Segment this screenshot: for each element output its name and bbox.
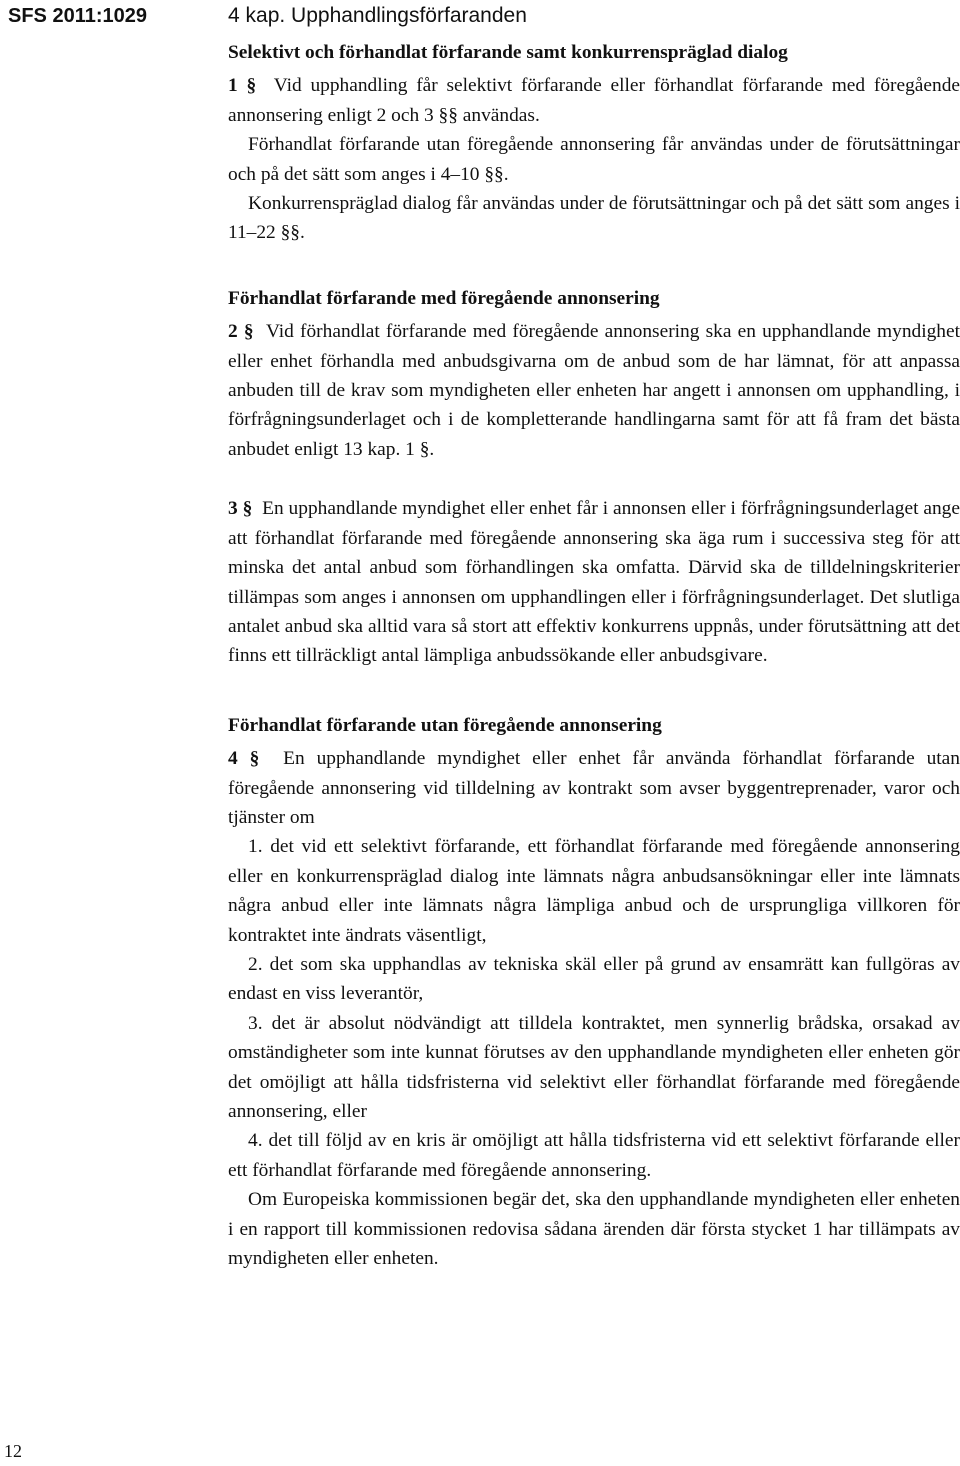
paragraph-4 <box>228 744 960 832</box>
paragraph-number-2: 2 § <box>228 321 254 343</box>
section-title-negotiated-without-notice: Förhandlat förfarande utan föregående annonsering <box>228 714 662 736</box>
section-title-negotiated-with-notice: Förhandlat förfarande med föregående annonsering <box>228 287 660 309</box>
document-id: SFS 2011:1029 <box>8 5 147 27</box>
list-item: 2. det som ska upphandlas av tekniska skäl eller på grund av ensamrätt kan fullgöras av endast en viss leverantör, <box>228 953 960 1005</box>
paragraph-1 <box>228 71 960 130</box>
list-item: 1. det vid ett selektivt förfarande, ett förhandlat förfarande med föregående annonsering eller en konkurrenspräglad dialog inte lämnats några anbudsansökningar eller inte lämnats några anbud eller inte lämnats några lämpliga anbud och de ursprungliga villkoren för kontraktet inte ändrats väsentligt, <box>228 836 960 946</box>
page-number: 12 <box>4 1441 22 1461</box>
paragraph-3-text: En upphandlande myndighet eller enhet får i annonsen eller i förfrågningsunderlaget ange att förhandlat förfarande med föregående annonsering ska äga rum i successiva steg för att minska det antal anbud som förhandlingen ska omfatta. Därvid ska de tilldelningskriterier tillämpas som anges i annonsen om upphandlingen eller i förfrågningsunderlaget. Det slutliga antalet anbud ska alltid vara så stort att effektiv konkurrens uppnås, under förutsättning att det finns ett tillräckligt antal lämpliga anbudssökande eller anbudsgivare. <box>228 498 960 667</box>
document-body <box>228 38 960 1273</box>
paragraph-2-text: Vid förhandlat förfarande med föregående annonsering ska en upphandlande myndighet eller enhet förhandla med anbudsgivarna om de anbud som de har lämnat, för att anpassa anbuden till de krav som myndigheten eller enheten har angett i annonsen om upphandling, i förfrågningsunderlaget och i de kompletterande handlingarna samt för att få fram det bästa anbudet enligt 13 kap. 1 §. <box>228 321 960 460</box>
list-item: 4. det till följd av en kris är omöjligt att hålla tidsfristerna vid ett selektivt förfarande eller ett förhandlat förfarande med föregående annonsering. <box>228 1130 960 1181</box>
paragraph-number-1: 1 § <box>228 75 257 97</box>
paragraph-number-3: 3 § <box>228 498 253 520</box>
closing-paragraph: Om Europeiska kommissionen begär det, ska den upphandlande myndigheten eller enheten i en rapport till kommissionen redovisa sådana ärenden där första stycket 1 har tillämpats av myndigheten eller enheten. <box>228 1189 960 1270</box>
paragraph-2 <box>228 317 960 464</box>
paragraph-4-text: En upphandlande myndighet eller enhet får använda förhandlat förfarande utan föregående annonsering vid tilldelning av kontrakt som avser byggentreprenader, varor och tjänster om <box>228 748 960 828</box>
list-item: 3. det är absolut nödvändigt att tilldela kontraktet, men synnerlig brådska, orsakad av omständigheter som inte kunnat förutses av den upphandlande myndigheten eller enheten gör det omöjligt att hålla tidsfristerna vid selektivt eller förhandlat förfarande med föregående annonsering, eller <box>228 1012 960 1122</box>
section-title-selective-negotiated: Selektivt och förhandlat förfarande samt konkurrenspräglad dialog <box>228 42 788 63</box>
chapter-heading: 4 kap. Upphandlingsförfaranden <box>228 4 527 27</box>
paragraph-1-second: Förhandlat förfarande utan föregående annonsering får användas under de förutsättningar och på det sätt som anges i 4–10 §§. <box>228 134 960 185</box>
paragraph-number-4: 4 § <box>228 748 260 770</box>
paragraph-1-third: Konkurrenspräglad dialog får användas under de förutsättningar och på det sätt som anges i 11–22 §§. <box>228 193 960 244</box>
paragraph-3 <box>228 494 960 670</box>
paragraph-1-text: Vid upphandling får selektivt förfarande eller förhandlat förfarande med föregående annonsering enligt 2 och 3 §§ användas. <box>228 75 960 126</box>
